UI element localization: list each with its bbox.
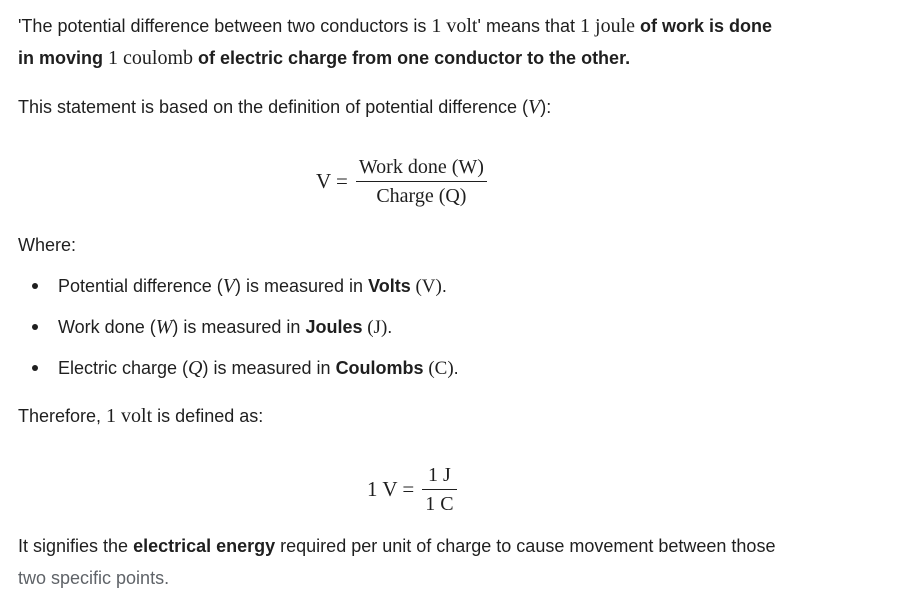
- volt-definition-formula: [367, 464, 457, 515]
- intro-line-1: [18, 13, 772, 39]
- math-joule: joule: [595, 15, 636, 37]
- fraction: [356, 156, 487, 207]
- unit-name: Joules: [305, 317, 363, 337]
- where-label: Where:: [18, 235, 77, 255]
- math-volt: volt: [446, 15, 478, 37]
- unit-symbol: (V): [410, 276, 442, 297]
- conclusion-text: It signifies the: [18, 536, 134, 556]
- conclusion-suffix: required per unit of charge to cause movement between those: [275, 536, 776, 556]
- math-one: 1: [580, 15, 590, 37]
- conclusion-bold: electrical energy: [133, 536, 276, 556]
- therefore-line: [18, 403, 263, 429]
- intro-bold-3: of electric charge from one conductor to the other.: [193, 48, 631, 68]
- list-item-text: .: [387, 317, 393, 337]
- list-item-text: .: [453, 358, 459, 378]
- unit-name: Volts: [368, 276, 411, 296]
- intro-text: 'The potential difference between two conductors is: [18, 16, 432, 36]
- symbol-q: Q: [188, 357, 203, 379]
- list-item-text: Electric charge (: [58, 358, 189, 378]
- list-item-text: Potential difference (: [58, 276, 223, 296]
- intro-text-2: ' means that: [477, 16, 580, 36]
- fraction: [422, 464, 456, 515]
- list-item: [18, 268, 459, 309]
- unit-symbol: (C): [423, 358, 454, 379]
- potential-difference-formula: [316, 156, 487, 207]
- unit-name: Coulombs: [335, 358, 424, 378]
- intro-bold-1: of work is done: [635, 16, 773, 36]
- list-item-text: Work done (: [58, 317, 156, 337]
- fraction-denominator: Charge (Q): [376, 185, 467, 207]
- formula-lhs: 1 V =: [367, 477, 415, 501]
- fraction-denominator: 1 C: [425, 493, 454, 515]
- definition-suffix: ):: [540, 97, 552, 117]
- math-one: 1: [108, 47, 118, 69]
- list-item-text: ) is measured in: [235, 276, 369, 296]
- conclusion-line-2: two specific points.: [18, 568, 170, 588]
- list-item-text: ) is measured in: [172, 317, 306, 337]
- intro-bold-2: in moving: [18, 48, 108, 68]
- therefore-suffix: is defined as:: [152, 406, 264, 426]
- conclusion-line-1: [18, 533, 775, 559]
- fraction-numerator: 1 J: [428, 464, 451, 486]
- list-item-text: .: [441, 276, 447, 296]
- math-one: 1: [431, 15, 442, 37]
- units-list: [18, 268, 459, 391]
- formula-lhs: V =: [316, 169, 348, 193]
- definition-text: This statement is based on the definition of potential difference (: [18, 97, 528, 117]
- math-one-volt: 1 volt: [106, 405, 153, 427]
- list-item: [18, 309, 459, 350]
- symbol-v: V: [222, 275, 235, 297]
- definition-line: [18, 94, 551, 120]
- symbol-w: W: [155, 316, 173, 338]
- fraction-numerator: Work done (W): [358, 156, 484, 178]
- therefore-text: Therefore,: [18, 406, 107, 426]
- math-coulomb: coulomb: [123, 47, 194, 69]
- intro-line-2: [18, 45, 630, 71]
- symbol-v: V: [527, 96, 541, 118]
- list-item-text: ) is measured in: [202, 358, 336, 378]
- unit-symbol: (J): [362, 317, 388, 338]
- list-item: [18, 350, 459, 391]
